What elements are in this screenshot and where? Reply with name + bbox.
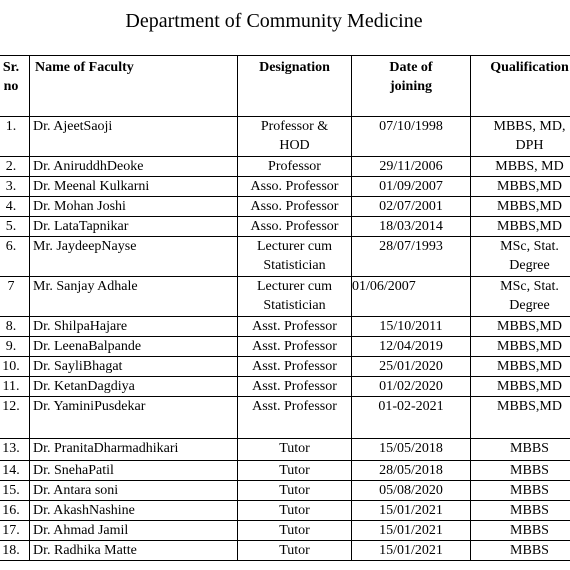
designation-line: Tutor — [279, 463, 310, 478]
cell-qualification — [471, 521, 570, 541]
designation-line: Asst. Professor — [252, 379, 337, 394]
cell-sr-no: 7 — [0, 277, 30, 317]
cell-sr-no: 8. — [0, 317, 30, 337]
cell-sr-no: 10. — [0, 357, 30, 377]
cell-date-of-joining: 28/07/1993 — [352, 237, 471, 277]
cell-sr-no: 13. — [0, 439, 30, 461]
page-title: Department of Community Medicine — [125, 10, 423, 32]
qualification-line: MBBS,MD — [497, 319, 562, 334]
designation-line: Asst. Professor — [252, 339, 337, 354]
qualification-line: MSc, Stat. — [500, 279, 559, 294]
designation-line: Asst. Professor — [252, 319, 337, 334]
table-row — [0, 217, 570, 237]
designation-line: Asso. Professor — [250, 219, 339, 234]
cell-qualification — [471, 481, 570, 501]
qualification-line: MBBS, MD, — [493, 119, 566, 134]
cell-faculty-name: Dr. Ahmad Jamil — [30, 521, 238, 541]
header-name: Name of Faculty — [30, 56, 238, 117]
cell-faculty-name: Dr. AniruddhDeoke — [30, 157, 238, 177]
designation-line: Professor & — [260, 119, 329, 134]
cell-sr-no: 16. — [0, 501, 30, 521]
designation-line: HOD — [279, 138, 310, 153]
table-row — [0, 481, 570, 501]
cell-designation — [238, 501, 352, 521]
cell-faculty-name: Dr. SnehaPatil — [30, 461, 238, 481]
qualification-line: Degree — [509, 298, 550, 313]
table-row — [0, 501, 570, 521]
cell-faculty-name: Dr. LataTapnikar — [30, 217, 238, 237]
cell-designation — [238, 237, 352, 277]
cell-qualification — [471, 237, 570, 277]
qualification-line: DPH — [515, 138, 544, 153]
designation-line: Tutor — [279, 483, 310, 498]
cell-designation — [238, 277, 352, 317]
cell-faculty-name: Dr. Mohan Joshi — [30, 197, 238, 217]
qualification-line: MBBS — [510, 441, 549, 456]
cell-faculty-name: Dr. Radhika Matte — [30, 541, 238, 561]
designation-line: Asso. Professor — [250, 199, 339, 214]
cell-faculty-name: Dr. SayliBhagat — [30, 357, 238, 377]
qualification-line: MBBS,MD — [497, 339, 562, 354]
header-date-of-joining — [352, 56, 471, 117]
cell-sr-no: 1. — [0, 117, 30, 157]
table-body — [0, 117, 570, 561]
cell-faculty-name: Dr. Antara soni — [30, 481, 238, 501]
table-row — [0, 197, 570, 217]
cell-sr-no: 5. — [0, 217, 30, 237]
faculty-table-wrapper — [0, 55, 570, 561]
cell-sr-no: 2. — [0, 157, 30, 177]
cell-designation — [238, 177, 352, 197]
cell-date-of-joining: 15/01/2021 — [352, 521, 471, 541]
cell-sr-no: 3. — [0, 177, 30, 197]
cell-qualification — [471, 377, 570, 397]
cell-faculty-name: Dr. PranitaDharmadhikari — [30, 439, 238, 461]
cell-designation — [238, 439, 352, 461]
cell-date-of-joining: 15/10/2011 — [352, 317, 471, 337]
cell-qualification — [471, 157, 570, 177]
cell-faculty-name: Mr. Sanjay Adhale — [30, 277, 238, 317]
cell-date-of-joining: 15/05/2018 — [352, 439, 471, 461]
cell-designation — [238, 117, 352, 157]
cell-faculty-name: Dr. KetanDagdiya — [30, 377, 238, 397]
table-row — [0, 177, 570, 197]
qualification-line: MBBS,MD — [497, 379, 562, 394]
designation-line: Lecturer cum — [256, 239, 332, 254]
header-sr-line2: no — [3, 79, 19, 94]
cell-qualification — [471, 501, 570, 521]
cell-sr-no: 6. — [0, 237, 30, 277]
cell-qualification — [471, 439, 570, 461]
cell-designation — [238, 377, 352, 397]
cell-date-of-joining: 07/10/1998 — [352, 117, 471, 157]
cell-qualification — [471, 461, 570, 481]
cell-qualification — [471, 177, 570, 197]
table-header-row — [0, 56, 570, 117]
cell-qualification — [471, 317, 570, 337]
qualification-line: MSc, Stat. — [500, 239, 559, 254]
cell-qualification — [471, 357, 570, 377]
table-row — [0, 541, 570, 561]
qualification-line: MBBS,MD — [497, 399, 562, 414]
cell-date-of-joining: 01/02/2020 — [352, 377, 471, 397]
designation-line: Tutor — [279, 441, 310, 456]
header-sr-line1: Sr. — [2, 60, 20, 75]
cell-date-of-joining: 25/01/2020 — [352, 357, 471, 377]
cell-date-of-joining: 15/01/2021 — [352, 541, 471, 561]
table-row — [0, 117, 570, 157]
cell-date-of-joining: 02/07/2001 — [352, 197, 471, 217]
header-designation: Designation — [238, 56, 352, 117]
cell-qualification — [471, 397, 570, 439]
table-row — [0, 397, 570, 439]
header-date-line1: Date of — [389, 60, 433, 75]
table-row — [0, 521, 570, 541]
designation-line: Tutor — [279, 503, 310, 518]
cell-qualification — [471, 197, 570, 217]
cell-date-of-joining: 15/01/2021 — [352, 501, 471, 521]
cell-sr-no: 11. — [0, 377, 30, 397]
cell-designation — [238, 461, 352, 481]
designation-line: Asst. Professor — [252, 399, 337, 414]
cell-designation — [238, 337, 352, 357]
cell-date-of-joining: 28/05/2018 — [352, 461, 471, 481]
designation-line: Asst. Professor — [252, 359, 337, 374]
header-date-line2: joining — [389, 79, 432, 94]
table-row — [0, 237, 570, 277]
qualification-line: MBBS,MD — [497, 199, 562, 214]
cell-designation — [238, 397, 352, 439]
table-row — [0, 377, 570, 397]
qualification-line: Degree — [509, 258, 550, 273]
cell-designation — [238, 481, 352, 501]
qualification-line: MBBS,MD — [497, 219, 562, 234]
qualification-line: MBBS,MD — [497, 179, 562, 194]
cell-qualification — [471, 277, 570, 317]
designation-line: Statistician — [263, 298, 326, 313]
cell-date-of-joining: 01/09/2007 — [352, 177, 471, 197]
qualification-line: MBBS — [510, 463, 549, 478]
cell-designation — [238, 521, 352, 541]
cell-faculty-name: Dr. Meenal Kulkarni — [30, 177, 238, 197]
qualification-line: MBBS — [510, 483, 549, 498]
cell-faculty-name: Dr. LeenaBalpande — [30, 337, 238, 357]
cell-sr-no: 17. — [0, 521, 30, 541]
cell-sr-no: 4. — [0, 197, 30, 217]
table-row — [0, 157, 570, 177]
designation-line: Tutor — [279, 523, 310, 538]
cell-date-of-joining: 29/11/2006 — [352, 157, 471, 177]
cell-qualification — [471, 217, 570, 237]
cell-sr-no: 12. — [0, 397, 30, 439]
cell-designation — [238, 197, 352, 217]
qualification-line: MBBS — [510, 543, 549, 558]
cell-faculty-name: Dr. ShilpaHajare — [30, 317, 238, 337]
cell-date-of-joining: 01-02-2021 — [352, 397, 471, 439]
cell-faculty-name: Dr. AjeetSaoji — [30, 117, 238, 157]
cell-faculty-name: Dr. YaminiPusdekar — [30, 397, 238, 439]
cell-designation — [238, 157, 352, 177]
designation-line: Lecturer cum — [256, 279, 332, 294]
cell-qualification — [471, 117, 570, 157]
cell-designation — [238, 541, 352, 561]
cell-qualification — [471, 541, 570, 561]
cell-sr-no: 15. — [0, 481, 30, 501]
faculty-table — [0, 55, 570, 561]
cell-date-of-joining: 12/04/2019 — [352, 337, 471, 357]
designation-line: Statistician — [263, 258, 326, 273]
header-sr-no — [0, 56, 30, 117]
designation-line: Professor — [268, 159, 321, 174]
designation-line: Asso. Professor — [250, 179, 339, 194]
cell-faculty-name: Dr. AkashNashine — [30, 501, 238, 521]
cell-faculty-name: Mr. JaydeepNayse — [30, 237, 238, 277]
table-row — [0, 439, 570, 461]
cell-designation — [238, 217, 352, 237]
qualification-line: MBBS — [510, 503, 549, 518]
qualification-line: MBBS — [510, 523, 549, 538]
cell-designation — [238, 357, 352, 377]
cell-designation — [238, 317, 352, 337]
table-row — [0, 357, 570, 377]
cell-sr-no: 18. — [0, 541, 30, 561]
qualification-line: MBBS, MD — [495, 159, 564, 174]
cell-sr-no: 9. — [0, 337, 30, 357]
cell-qualification — [471, 337, 570, 357]
table-row — [0, 317, 570, 337]
header-qualification: Qualification — [471, 56, 570, 117]
cell-date-of-joining: 18/03/2014 — [352, 217, 471, 237]
table-row — [0, 337, 570, 357]
table-row — [0, 461, 570, 481]
designation-line: Tutor — [279, 543, 310, 558]
cell-sr-no: 14. — [0, 461, 30, 481]
cell-date-of-joining: 05/08/2020 — [352, 481, 471, 501]
cell-date-of-joining: 01/06/2007 — [352, 277, 471, 317]
table-row — [0, 277, 570, 317]
qualification-line: MBBS,MD — [497, 359, 562, 374]
